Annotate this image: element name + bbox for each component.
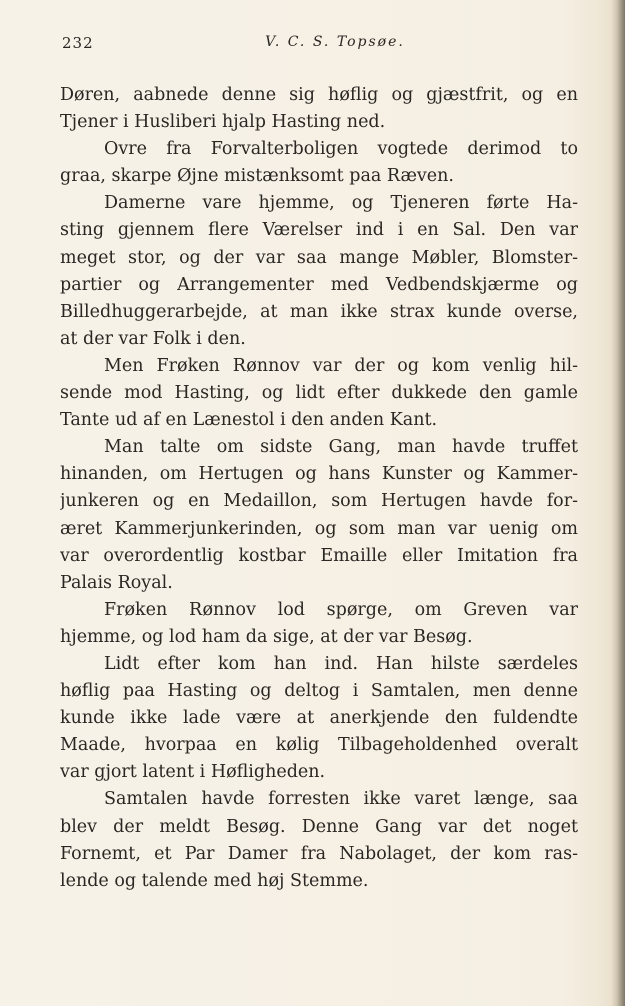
text-line: meget stor, og der var saa mange Møbler, Blomster-: [60, 247, 578, 268]
text-line: Palais Royal.: [60, 572, 173, 593]
text-line: graa, skarpe Øjne mistænksomt paa Ræven.: [60, 166, 454, 187]
text-line: sende mod Hasting, og lidt efter dukkede den gamle: [60, 383, 578, 404]
text-line: Døren, aabnede denne sig høflig og gjæstfrit, og en: [60, 85, 578, 105]
text-line: Frøken Rønnov lod spørge, om Greven var: [104, 599, 578, 620]
text-line: Billedhuggerarbejde, at man ikke strax kunde overse,: [60, 301, 578, 322]
text-line: Tjener i Husliberi hjalp Hasting ned.: [60, 112, 386, 133]
text-line: Lidt efter kom han ind. Han hilste særdeles: [104, 653, 578, 674]
page-edge-shadow: [611, 0, 625, 1006]
page-header: [62, 34, 578, 58]
text-line: Man talte om sidste Gang, man havde truffet: [104, 437, 578, 458]
text-line: partier og Arrangementer med Vedbendskjærme og: [60, 274, 578, 295]
text-line: Tante ud af en Lænestol i den anden Kant.: [60, 410, 438, 431]
text-line: æret Kammerjunkerinden, og som man var uenig om: [60, 518, 578, 539]
text-line: kunde ikke lade være at anerkjende den fuldendte: [60, 708, 578, 729]
text-line: at der var Folk i den.: [60, 328, 246, 349]
page-number: 232: [62, 34, 94, 52]
text-line: Ovre fra Forvalterboligen vogtede derimod to: [104, 139, 578, 160]
text-line: Men Frøken Rønnov var der og kom venlig hil-: [104, 355, 578, 376]
text-line: lende og talende med høj Stemme.: [60, 870, 369, 891]
body-text: [60, 82, 578, 895]
text-line: blev der meldt Besøg. Denne Gang var det noget: [60, 816, 578, 837]
text-line: Samtalen havde forresten ikke varet længe, saa: [104, 789, 578, 810]
text-line: Maade, hvorpaa en kølig Tilbageholdenhed overalt: [60, 735, 578, 756]
text-line: var overordentlig kostbar Emaille eller Imitation fra: [60, 545, 578, 566]
text-line: høflig paa Hasting og deltog i Samtalen, men denne: [60, 681, 578, 702]
text-line: Damerne vare hjemme, og Tjeneren førte Ha-: [104, 193, 578, 214]
text-line: Fornemt, et Par Damer fra Nabolaget, der kom ras-: [60, 843, 578, 864]
running-head: V. C. S. Topsøe.: [265, 34, 405, 50]
text-line: sting gjennem flere Værelser ind i en Sal. Den var: [60, 220, 578, 241]
text-line: hinanden, om Hertugen og hans Kunster og Kammer-: [60, 464, 578, 485]
text-line: junkeren og en Medaillon, som Hertugen havde for-: [60, 491, 578, 512]
text-line: var gjort latent i Høfligheden.: [60, 762, 326, 783]
text-line: hjemme, og lod ham da sige, at der var Besøg.: [60, 626, 473, 647]
